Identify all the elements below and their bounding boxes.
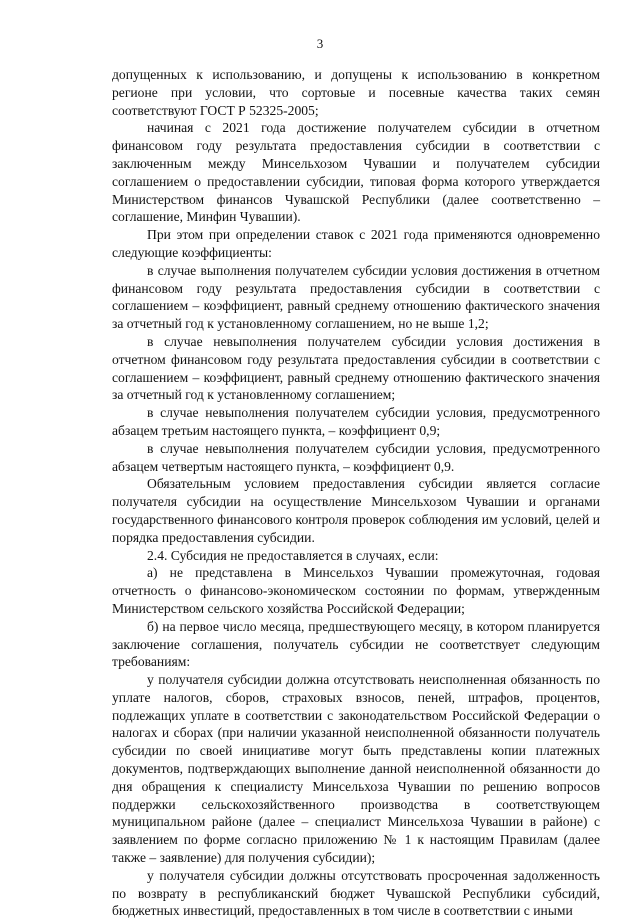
paragraph: б) на первое число месяца, предшествующего месяцу, в котором планируется заключение соглашения, получатель субсидии не соответствует следующим требованиям:	[112, 618, 600, 670]
paragraph: допущенных к использованию, и допущены к использованию в конкретном регионе при условии, что сортовые и посевные качества таких семян соответствуют ГОСТ Р 52325-2005;	[112, 67, 600, 118]
paragraph: При этом при определении ставок с 2021 года применяются одновременно следующие коэффициенты:	[112, 227, 600, 260]
section-heading: 2.4. Субсидия не предоставляется в случаях, если:	[147, 547, 439, 563]
paragraph: в случае выполнения получателем субсидии условия достижения в отчетном финансовом году результата предоставления субсидии в соответствии с соглашением – коэффициент, равный среднему отношению фактического значения за отчетный год к установленному соглашением, но не выше 1,2;	[112, 262, 600, 332]
paragraph: Обязательным условием предоставления субсидии является согласие получателя субсидии на осуществление Минсельхозом Чувашии и органами государственного финансового контроля проверок соблюдения им условий, целей и порядка предоставления субсидии.	[112, 476, 600, 545]
paragraph: в случае невыполнения получателем субсидии условия достижения в отчетном финансовом году результата предоставления субсидии в соответствии с соглашением – коэффициент, равный среднему отношению фактического значения за отчетный год к установленному соглашением;	[112, 333, 600, 403]
paragraph: у получателя субсидии должна отсутствовать неисполненная обязанность по уплате налогов, сборов, страховых взносов, пеней, штрафов, процентов, подлежащих уплате в соответствии с законодательством Российской Федерации о налогах и сборах (при наличии указанной неисполненной обязанности получатель субсидии по своей инициативе могут быть представлены копии платежных документов, подтверждающих выполнение данной неисполненной обязанности до дня обращения к специалисту Минсельхоза Чувашии по решению вопросов поддержки сельскохозяйственного производства в соответствующем муниципальном районе (далее – специалист Минсельхоза Чувашии в районе) с заявлением по форме согласно приложению № 1 к настоящим Правилам (далее также – заявление) для получения субсидии);	[112, 672, 600, 866]
paragraph: в случае невыполнения получателем субсидии условия, предусмотренного абзацем четвертым настоящего пункта, – коэффициент 0,9.	[112, 440, 600, 474]
paragraph: начиная с 2021 года достижение получателем субсидии в отчетном финансовом году результата предоставления субсидии в соответствии с заключенным между Минсельхозом Чувашии и получателем субсидии соглашением о предоставлении субсидии, типовая форма которого утверждается Министерством финансов Чувашской Республики (далее соответственно – соглашение, Минфин Чувашии).	[112, 120, 600, 225]
paragraph: у получателя субсидии должны отсутствовать просроченная задолженность по возврату в республиканский бюджет Чувашской Республики субсидий, бюджетных инвестиций, предоставленных в том числе в соответствии с иными	[112, 867, 600, 919]
paragraph: а) не представлена в Минсельхоз Чувашии промежуточная, годовая отчетность о финансово-экономическом состоянии по формам, утвержденным Министерством сельского хозяйства Российской Федерации;	[112, 565, 600, 616]
document-body	[112, 66, 600, 920]
paragraph: в случае невыполнения получателем субсидии условия, предусмотренного абзацем третьим настоящего пункта, – коэффициент 0,9;	[112, 405, 600, 438]
page-number: 3	[316, 36, 324, 51]
